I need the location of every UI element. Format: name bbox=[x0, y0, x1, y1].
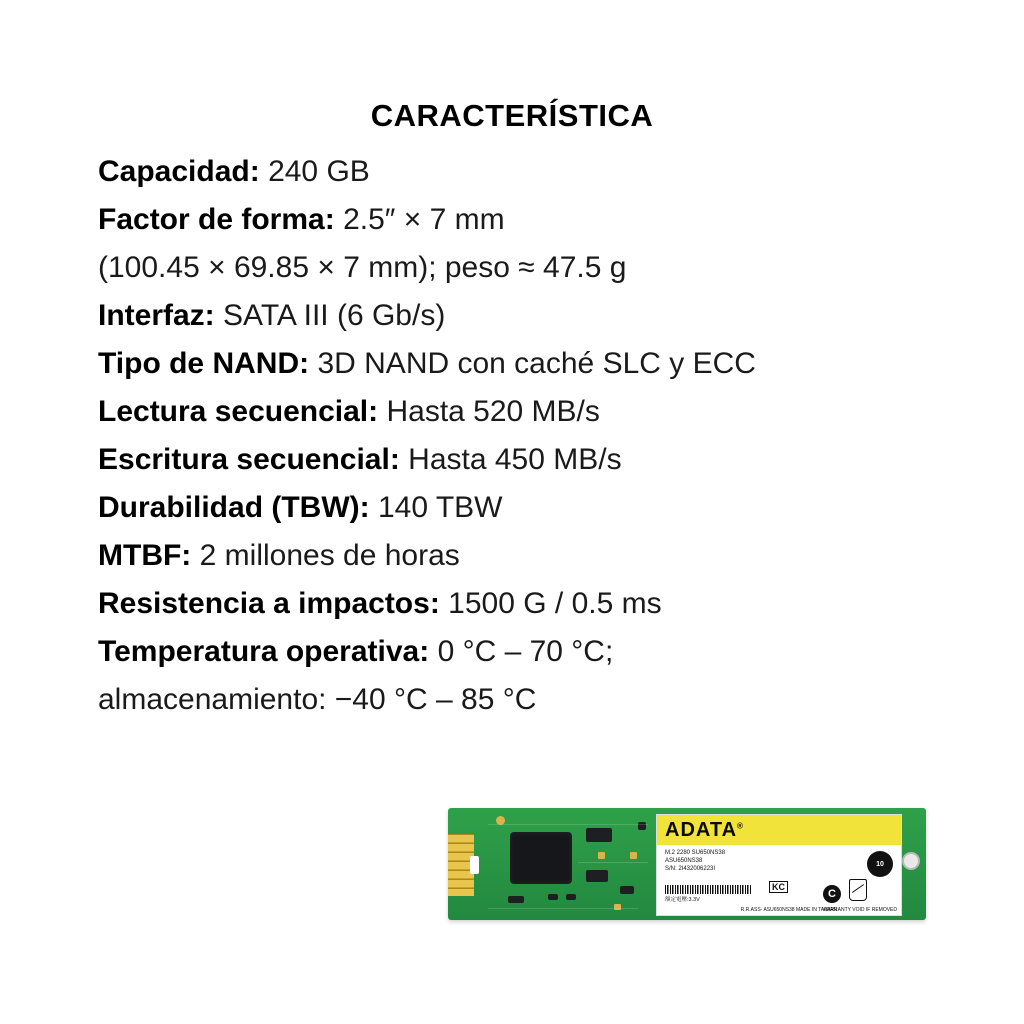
spec-value: SATA III (6 Gb/s) bbox=[223, 299, 446, 332]
spec-row bbox=[98, 580, 958, 628]
smd-component bbox=[508, 896, 524, 903]
spec-key: Factor de forma: bbox=[98, 203, 335, 236]
label-serial: S/N: 2I432006223I bbox=[665, 866, 716, 872]
spec-key: Resistencia a impactos: bbox=[98, 587, 440, 620]
registered-mark: ® bbox=[737, 821, 744, 831]
product-label bbox=[656, 814, 902, 916]
smd-component bbox=[548, 894, 558, 900]
spec-list bbox=[98, 148, 958, 724]
pcb-trace bbox=[578, 862, 648, 863]
weee-bin-icon bbox=[849, 879, 867, 901]
test-pad bbox=[630, 852, 637, 859]
spec-value: 1500 G / 0.5 ms bbox=[448, 587, 662, 620]
warranty-text: WARRANTY VOID IF REMOVED bbox=[822, 907, 897, 913]
spec-key: Tipo de NAND: bbox=[98, 347, 310, 380]
c-tick-mark-icon: C bbox=[823, 885, 841, 903]
barcode bbox=[665, 885, 751, 894]
spec-value: Hasta 520 MB/s bbox=[386, 395, 600, 428]
label-model: M.2 2280 SU650NS38 bbox=[665, 850, 726, 856]
spec-value: 2 millones de horas bbox=[199, 539, 460, 572]
spec-row-continuation bbox=[98, 244, 958, 292]
smd-component bbox=[566, 894, 576, 900]
spec-value: Hasta 450 MB/s bbox=[408, 443, 622, 476]
spec-value: almacenamiento: −40 °C – 85 °C bbox=[98, 683, 537, 716]
pcb-trace bbox=[488, 908, 638, 909]
spec-row bbox=[98, 436, 958, 484]
spec-value: 140 TBW bbox=[377, 491, 503, 524]
spec-row bbox=[98, 292, 958, 340]
product-image-ssd bbox=[448, 798, 926, 930]
spec-value: 3D NAND con caché SLC y ECC bbox=[317, 347, 756, 380]
label-header-band bbox=[657, 815, 901, 845]
label-model-lines bbox=[665, 849, 725, 873]
nand-chip bbox=[586, 828, 612, 842]
controller-chip bbox=[510, 832, 572, 884]
spec-key: Capacidad: bbox=[98, 155, 260, 188]
spec-row bbox=[98, 628, 958, 676]
label-region-text: R.R.ASS- ASU650NS38 MADE IN TAIWAN bbox=[740, 907, 837, 913]
brand-text: ADATA bbox=[665, 819, 738, 841]
spec-row bbox=[98, 196, 958, 244]
spec-value: (100.45 × 69.85 × 7 mm); peso ≈ 47.5 g bbox=[98, 251, 627, 284]
spec-row bbox=[98, 388, 958, 436]
spec-value: 240 GB bbox=[268, 155, 370, 188]
spec-row bbox=[98, 532, 958, 580]
page-title: CARACTERÍSTICA bbox=[370, 98, 654, 133]
spec-value: 0 °C – 70 °C; bbox=[437, 635, 614, 668]
test-pad bbox=[598, 852, 605, 859]
pcb-trace bbox=[488, 824, 648, 825]
spec-key: Interfaz: bbox=[98, 299, 215, 332]
smd-component bbox=[620, 886, 634, 894]
connector-notch bbox=[470, 856, 479, 874]
spec-key: Escritura secuencial: bbox=[98, 443, 400, 476]
brand-name bbox=[665, 819, 744, 842]
label-voltage: 額定電壓:3.3V bbox=[665, 897, 700, 903]
spec-row bbox=[98, 484, 958, 532]
spec-row bbox=[98, 340, 958, 388]
spec-key: Durabilidad (TBW): bbox=[98, 491, 370, 524]
spec-value: 2.5″ × 7 mm bbox=[343, 203, 505, 236]
label-part: ASU650NS38 bbox=[665, 858, 703, 864]
kc-mark-icon: KC bbox=[769, 881, 788, 893]
spec-key: MTBF: bbox=[98, 539, 192, 572]
nand-chip bbox=[586, 870, 608, 882]
spec-row-continuation bbox=[98, 676, 958, 724]
ssd-pcb bbox=[448, 808, 926, 920]
spec-key: Temperatura operativa: bbox=[98, 635, 430, 668]
spec-row bbox=[98, 148, 958, 196]
test-pad bbox=[614, 904, 621, 910]
spec-key: Lectura secuencial: bbox=[98, 395, 379, 428]
rohs-badge-icon: 10 bbox=[867, 851, 893, 877]
mounting-hole bbox=[902, 852, 920, 870]
